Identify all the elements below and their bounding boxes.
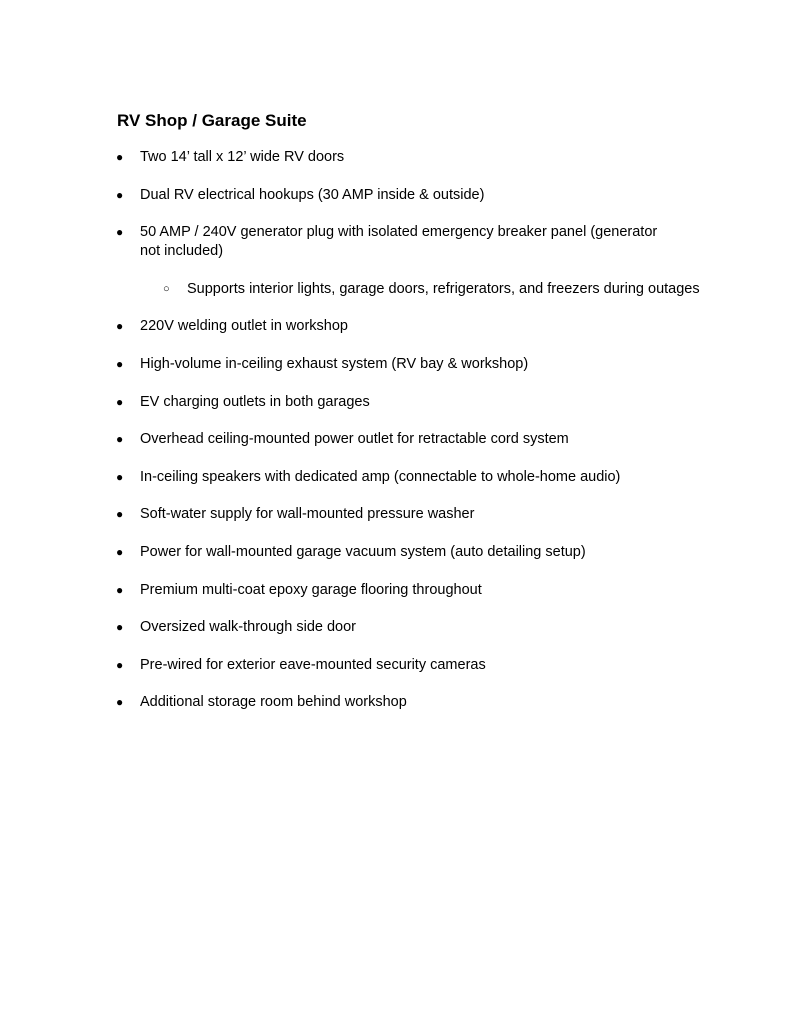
list-item — [0, 186, 680, 205]
list-item — [0, 355, 680, 374]
bullet-icon: ● — [116, 432, 124, 447]
bullet-icon: ● — [116, 356, 124, 371]
list-item — [0, 543, 680, 562]
list-item-text: Oversized walk-through side door — [140, 619, 356, 636]
list-item-text: In-ceiling speakers with dedicated amp (connectable to whole-home audio) — [140, 468, 621, 485]
bullet-icon: ● — [116, 319, 124, 334]
list-item-text: 220V welding outlet in workshop — [140, 318, 348, 335]
list-item — [0, 430, 680, 449]
list-item — [0, 656, 680, 675]
list-item — [0, 693, 680, 712]
feature-list — [0, 148, 791, 731]
bullet-icon: ● — [116, 469, 124, 484]
bullet-icon: ● — [116, 657, 124, 672]
list-item-text: Dual RV electrical hookups (30 AMP inside & outside) — [140, 186, 485, 203]
list-item-text: High-volume in-ceiling exhaust system (RV bay & workshop) — [140, 355, 529, 372]
list-item — [0, 618, 680, 637]
sub-list-item — [0, 280, 747, 299]
list-item-text: Pre-wired for exterior eave-mounted security cameras — [140, 656, 486, 673]
bullet-icon: ● — [116, 187, 124, 202]
bullet-icon: ● — [116, 225, 124, 240]
list-item-text: Overhead ceiling-mounted power outlet for retractable cord system — [140, 431, 569, 448]
bullet-icon: ● — [116, 620, 124, 635]
bullet-icon: ● — [116, 695, 124, 710]
sub-list-item-text: Supports interior lights, garage doors, refrigerators, and freezers during outages — [187, 280, 700, 297]
list-item-text: EV charging outlets in both garages — [140, 393, 370, 410]
list-item — [0, 317, 680, 336]
list-item-text: Power for wall-mounted garage vacuum system (auto detailing setup) — [140, 543, 586, 560]
list-item-text: Premium multi-coat epoxy garage flooring throughout — [140, 581, 482, 598]
bullet-icon: ● — [116, 150, 124, 164]
list-item — [0, 581, 680, 600]
list-item-text: Additional storage room behind workshop — [140, 694, 407, 711]
bullet-icon: ● — [116, 544, 124, 559]
bullet-icon: ● — [116, 394, 124, 409]
bullet-icon: ● — [116, 507, 124, 522]
page-title: RV Shop / Garage Suite — [117, 111, 307, 130]
list-item-text: Two 14’ tall x 12’ wide RV doors — [140, 149, 345, 165]
list-item — [0, 468, 680, 487]
list-item — [0, 148, 680, 167]
list-item-text: 50 AMP / 240V generator plug with isolated emergency breaker panel (generator not included) — [140, 224, 658, 260]
list-item — [0, 505, 680, 524]
list-item — [0, 223, 680, 261]
sub-bullet-icon: ○ — [163, 282, 170, 295]
list-item-text: Soft-water supply for wall-mounted pressure washer — [140, 506, 475, 523]
bullet-icon: ● — [116, 582, 124, 597]
list-item — [0, 393, 680, 412]
